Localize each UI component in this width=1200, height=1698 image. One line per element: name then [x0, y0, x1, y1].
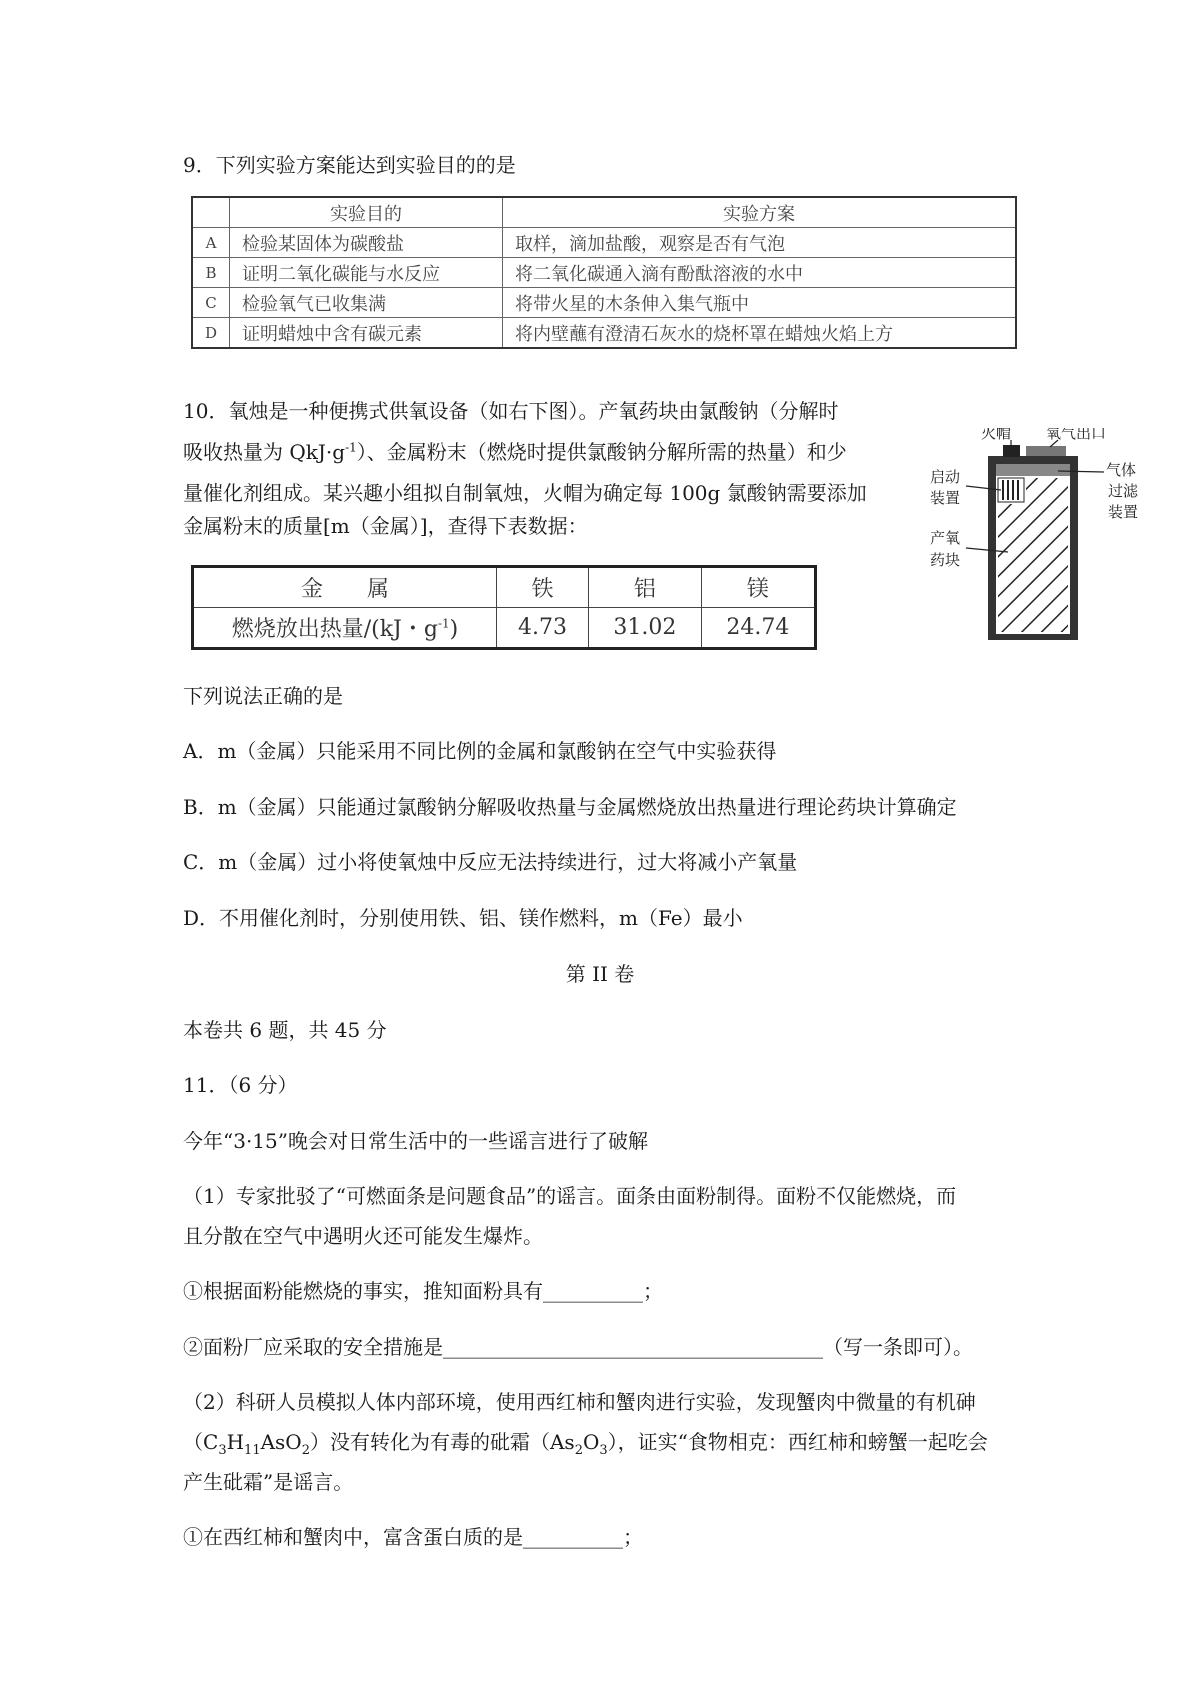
q10-option-c: C．m（金属）过小将使氧烛中反应无法持续进行，过大将减小产氧量 — [183, 850, 798, 874]
table-header-cell: 镁 — [701, 567, 815, 608]
q10-option-d: D．不用催化剂时，分别使用铁、铝、镁作燃料，m（Fe）最小 — [183, 906, 743, 930]
formula-part: AsO — [260, 1430, 302, 1454]
table-row — [192, 228, 1016, 258]
q10-option-b: B．m（金属）只能通过氯酸钠分解吸收热量与金属燃烧放出热量进行理论药块计算确定 — [183, 795, 957, 819]
label-outlet: 氧气出口 — [1046, 428, 1107, 442]
q10-line-3: 量催化剂组成。某兴趣小组拟自制氧烛，火帽为确定每 100g 氯酸钠需要添加 — [183, 481, 867, 505]
table-row — [193, 567, 816, 608]
q9-table — [191, 196, 1017, 349]
cap-shape — [1003, 445, 1020, 457]
q11-p2-line-2 — [183, 1428, 988, 1456]
q11-q1-2: ②面粉厂应采取的安全措施是______________________________________（写一条即可）。 — [183, 1335, 973, 1359]
q11-header: 11．（6 分） — [183, 1073, 298, 1097]
table-cell: 31.02 — [588, 608, 701, 649]
oxygen-block-shape — [998, 504, 1068, 632]
table-cell: B — [192, 258, 230, 288]
q9-stem: 9．下列实验方案能达到实验目的的是 — [183, 153, 516, 177]
row-label-a: 燃烧放出热量/(kJ・g — [231, 617, 438, 642]
table-cell: 证明蜡烛中含有碳元素 — [230, 318, 503, 349]
table-cell: 检验氧气已收集满 — [230, 288, 503, 318]
label-filter-3: 装置 — [1108, 503, 1139, 521]
label-cap: 火帽 — [981, 428, 1012, 442]
q10-line-4: 金属粉末的质量[m（金属）]，查得下表数据： — [183, 514, 588, 538]
formula-sub: 3 — [218, 1443, 227, 1458]
label-filter-2: 过滤 — [1108, 482, 1139, 500]
table-row — [192, 197, 1016, 228]
table-cell: 检验某固体为碳酸盐 — [230, 228, 503, 258]
q10-line-2-sup: -1 — [345, 440, 357, 455]
table-cell: 将内壁蘸有澄清石灰水的烧杯罩在蜡烛火焰上方 — [503, 318, 1017, 349]
q11-intro: 今年“3·15”晚会对日常生活中的一些谣言进行了破解 — [183, 1129, 648, 1153]
table-cell: 4.73 — [497, 608, 589, 649]
q10-line-2-b: ）、金属粉末（燃烧时提供氯酸钠分解所需的热量）和少 — [356, 440, 847, 464]
table-cell: 取样，滴加盐酸，观察是否有气泡 — [503, 228, 1017, 258]
label-filter-1: 气体 — [1106, 461, 1137, 479]
label-start-2: 装置 — [930, 489, 961, 507]
row-label-b: ) — [449, 617, 459, 642]
formula-part: （C — [183, 1430, 219, 1454]
q10-prompt: 下列说法正确的是 — [183, 684, 343, 708]
table-cell: 将带火星的木条伸入集气瓶中 — [503, 288, 1017, 318]
table-cell: A — [192, 228, 230, 258]
q11-p2-line-1: （2）科研人员模拟人体内部环境，使用西红柿和蟹肉进行实验，发现蟹肉中微量的有机砷 — [183, 1390, 976, 1414]
formula-part: O — [582, 1430, 600, 1454]
table-cell: 24.74 — [701, 608, 815, 649]
formula-sub: 2 — [301, 1443, 310, 1458]
table-row — [192, 288, 1016, 318]
table-cell: 将二氧化碳通入滴有酚酞溶液的水中 — [503, 258, 1017, 288]
formula-sub: 11 — [244, 1443, 261, 1458]
q10-line-2-a: 吸收热量为 QkJ·g — [183, 440, 346, 464]
table-header-cell: 金 属 — [193, 567, 497, 608]
table-cell: C — [192, 288, 230, 318]
table-header-cell: 实验目的 — [230, 197, 503, 228]
q10-line-1: 10．氧烛是一种便携式供氧设备（如右下图）。产氧药块由氯酸钠（分解时 — [183, 399, 839, 423]
table-header-cell: 实验方案 — [503, 197, 1017, 228]
table-cell: D — [192, 318, 230, 349]
q11-p1-line-1: （1）专家批驳了“可燃面条是问题食品”的谣言。面条由面粉制得。面粉不仅能燃烧，而 — [183, 1184, 957, 1208]
q10-option-a: A．m（金属）只能采用不同比例的金属和氯酸钠在空气中实验获得 — [183, 739, 777, 763]
label-block-2: 药块 — [930, 551, 961, 569]
table-row — [193, 608, 816, 649]
q11-p1-line-2: 且分散在空气中遇明火还可能发生爆炸。 — [183, 1224, 543, 1248]
formula-part: ）没有转化为有毒的砒霜（As — [309, 1430, 575, 1454]
oxygen-candle-figure — [908, 428, 1148, 648]
table-header-cell: 铝 — [588, 567, 701, 608]
table-row — [192, 318, 1016, 349]
table-header-cell: 铁 — [497, 567, 589, 608]
table-row-label — [193, 608, 497, 649]
q11-p2-line-3: 产生砒霜”是谣言。 — [183, 1470, 354, 1494]
q11-q1-1: ①根据面粉能燃烧的事实，推知面粉具有__________； — [183, 1279, 663, 1303]
q11-q2-1: ①在西红柿和蟹肉中，富含蛋白质的是__________； — [183, 1525, 643, 1549]
starter-shape — [998, 478, 1024, 502]
part2-title: 第 II 卷 — [565, 962, 635, 986]
table-cell: 证明二氧化碳能与水反应 — [230, 258, 503, 288]
oxygen-candle-diagram — [908, 428, 1148, 648]
q10-table — [191, 565, 817, 650]
table-cell — [192, 197, 230, 228]
label-start-1: 启动 — [930, 468, 961, 486]
table-row — [192, 258, 1016, 288]
label-block-1: 产氧 — [930, 529, 961, 547]
row-label-sup: -1 — [437, 616, 450, 631]
formula-part: ），证实“食物相克：西红柿和螃蟹一起吃会 — [607, 1430, 988, 1454]
formula-part: H — [226, 1430, 245, 1454]
filter-layer — [996, 464, 1070, 476]
outlet-shape — [1026, 446, 1066, 456]
formula-sub: 3 — [599, 1443, 608, 1458]
part2-note: 本卷共 6 题，共 45 分 — [183, 1018, 387, 1042]
q10-line-2 — [183, 438, 847, 466]
formula-sub: 2 — [574, 1443, 583, 1458]
